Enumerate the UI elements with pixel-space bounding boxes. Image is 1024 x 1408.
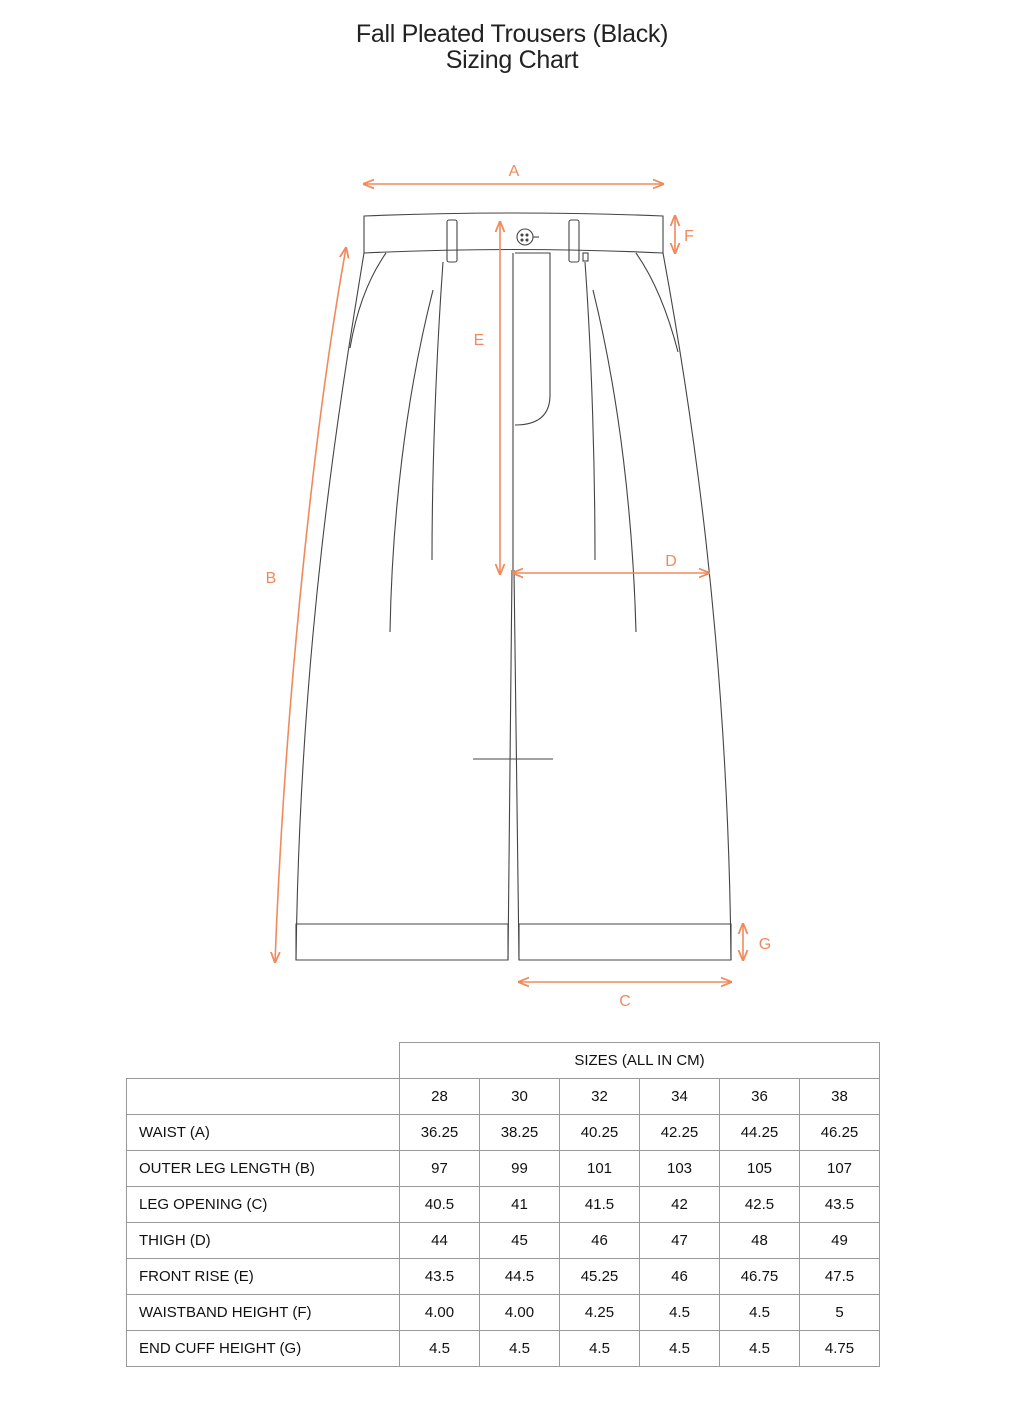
measurement-value: 99 (480, 1151, 560, 1187)
measurement-value: 4.5 (480, 1331, 560, 1367)
left-inseam (508, 570, 512, 960)
measurement-value: 4.5 (640, 1331, 720, 1367)
dim-label-a: A (508, 163, 520, 180)
right-pleat (593, 290, 636, 632)
measurement-value: 40.5 (400, 1187, 480, 1223)
measurement-label: END CUFF HEIGHT (G) (127, 1331, 400, 1367)
dim-label-f: F (684, 228, 694, 245)
measurement-value: 44.25 (720, 1115, 800, 1151)
measurement-value: 46 (560, 1223, 640, 1259)
left-pleat (390, 290, 433, 632)
size-38: 38 (800, 1079, 880, 1115)
measurement-value: 4.75 (800, 1331, 880, 1367)
measurement-value: 4.5 (720, 1295, 800, 1331)
measurement-value: 45 (480, 1223, 560, 1259)
measurement-label: LEG OPENING (C) (127, 1187, 400, 1223)
measurement-value: 107 (800, 1151, 880, 1187)
corner-cell (127, 1079, 400, 1115)
left-cuff (296, 924, 508, 960)
table-row (127, 1187, 880, 1223)
measurement-value: 5 (800, 1295, 880, 1331)
measurement-value: 4.5 (640, 1295, 720, 1331)
measurement-value: 48 (720, 1223, 800, 1259)
table-row (127, 1151, 880, 1187)
size-30: 30 (480, 1079, 560, 1115)
measurement-value: 4.00 (400, 1295, 480, 1331)
measurement-value: 43.5 (800, 1187, 880, 1223)
measurement-value: 103 (640, 1151, 720, 1187)
measurement-value: 49 (800, 1223, 880, 1259)
measurement-value: 44 (400, 1223, 480, 1259)
measurement-label: OUTER LEG LENGTH (B) (127, 1151, 400, 1187)
size-number-row (127, 1079, 880, 1115)
blank-cell (127, 1043, 400, 1079)
trouser-outline (296, 213, 731, 960)
measurement-label: THIGH (D) (127, 1223, 400, 1259)
size-36: 36 (720, 1079, 800, 1115)
table-row (127, 1223, 880, 1259)
belt-loop-left (447, 220, 457, 262)
waist-button (517, 229, 533, 245)
measurement-value: 42.5 (720, 1187, 800, 1223)
size-34: 34 (640, 1079, 720, 1115)
dim-label-g: G (758, 936, 772, 953)
measurement-label: WAISTBAND HEIGHT (F) (127, 1295, 400, 1331)
left-pocket (350, 253, 386, 348)
sizes-header: SIZES (ALL IN CM) (400, 1043, 880, 1079)
right-inseam (514, 570, 519, 960)
measurement-value: 41.5 (560, 1187, 640, 1223)
measurement-value: 47 (640, 1223, 720, 1259)
dim-label-b: B (265, 570, 277, 587)
measurement-value: 43.5 (400, 1259, 480, 1295)
measurement-label: FRONT RISE (E) (127, 1259, 400, 1295)
measurement-value: 101 (560, 1151, 640, 1187)
dim-label-c: C (619, 993, 631, 1010)
dim-arrow-b (275, 248, 346, 962)
table-row (127, 1115, 880, 1151)
measurement-value: 40.25 (560, 1115, 640, 1151)
table-row (127, 1295, 880, 1331)
measurement-value: 46 (640, 1259, 720, 1295)
fly-stitch (515, 253, 550, 425)
size-32: 32 (560, 1079, 640, 1115)
measurement-value: 36.25 (400, 1115, 480, 1151)
measurement-value: 42 (640, 1187, 720, 1223)
right-cuff (519, 924, 731, 960)
measurement-value: 38.25 (480, 1115, 560, 1151)
measurement-value: 44.5 (480, 1259, 560, 1295)
measurement-value: 4.00 (480, 1295, 560, 1331)
size-28: 28 (400, 1079, 480, 1115)
measurement-value: 4.5 (560, 1331, 640, 1367)
measurement-value: 47.5 (800, 1259, 880, 1295)
chart-subtitle: Sizing Chart (445, 46, 579, 74)
measurement-value: 4.5 (720, 1331, 800, 1367)
measurement-value: 97 (400, 1151, 480, 1187)
size-table (126, 1042, 880, 1367)
sizes-header-row (127, 1043, 880, 1079)
right-outer-seam (663, 253, 731, 960)
chart-title: Fall Pleated Trousers (Black) (355, 20, 669, 48)
measurement-value: 105 (720, 1151, 800, 1187)
measurement-value: 42.25 (640, 1115, 720, 1151)
measurement-value: 46.25 (800, 1115, 880, 1151)
measurement-value: 4.25 (560, 1295, 640, 1331)
measurement-value: 4.5 (400, 1331, 480, 1367)
measurement-value: 46.75 (720, 1259, 800, 1295)
measurement-value: 41 (480, 1187, 560, 1223)
belt-loop-right (569, 220, 579, 262)
dim-label-d: D (665, 553, 677, 570)
table-row (127, 1259, 880, 1295)
measurement-label: WAIST (A) (127, 1115, 400, 1151)
measurement-value: 45.25 (560, 1259, 640, 1295)
dim-label-e: E (473, 332, 485, 349)
left-outer-seam (296, 253, 364, 960)
table-row (127, 1331, 880, 1367)
waistband (364, 213, 663, 253)
